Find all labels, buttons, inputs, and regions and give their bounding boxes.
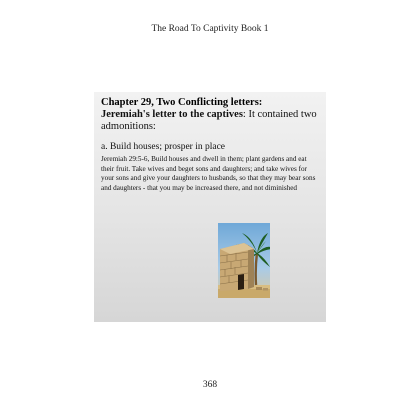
stone-house-palm-illustration — [218, 223, 270, 298]
page-number: 368 — [202, 380, 218, 390]
house-palm-icon — [218, 223, 270, 298]
letter-subject: Jeremiah's letter to the captives — [101, 109, 243, 120]
verse-text: Jeremiah 29:5-6, Build houses and dwell in them; plant gardens and eat their fruit. Take wives and beget sons and daughters; and take wives for your sons and give your daughters to husbands, so that they may bear sons and daughters - that you may be increased there, and not diminished — [101, 155, 316, 192]
point-heading: a. Build houses; prosper in place — [101, 142, 226, 152]
slide-panel — [94, 92, 326, 322]
letter-rest: : It contained two admonitions: — [101, 109, 317, 132]
chapter-title: Chapter 29, Two Conflicting letters: — [101, 97, 263, 108]
letter-description — [101, 109, 320, 133]
running-head: The Road To Captivity Book 1 — [151, 24, 269, 34]
